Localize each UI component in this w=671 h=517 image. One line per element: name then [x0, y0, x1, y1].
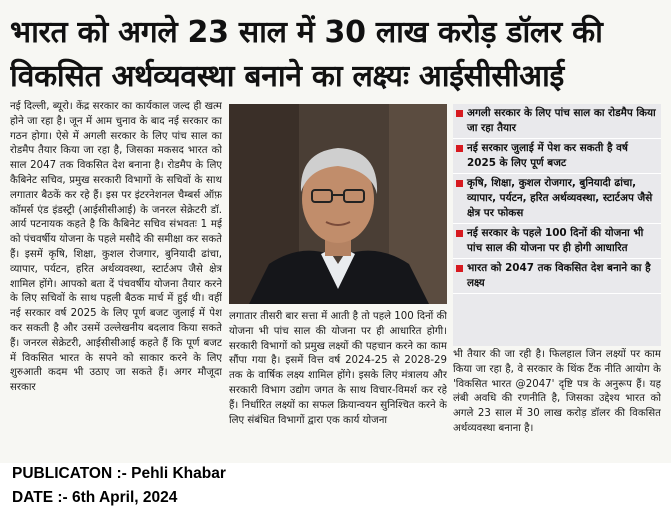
highlight-text: नई सरकार के पहले 100 दिनों की योजना भी पांच साल की योजना पर ही होगी आधारित: [467, 227, 644, 254]
highlight-text: नई सरकार जुलाई में पेश कर सकती है वर्ष 2025 के लिए पूर्ण बजट: [467, 142, 628, 169]
article-column-2: लगातार तीसरी बार सत्ता में आती है तो पहले 100 दिनों की योजना भी पांच साल की योजना पर ही आधारित होगी। सरकारी विभागों को प्रमुख लक्ष्यों की पहचान करने का काम सौंपा गया है। इसमें वित्त वर्ष 2024-25 से 2028-29 तक के वार्षिक लक्ष्य शामिल होंगे। इसके लिए मंत्रालय और सरकारी विभाग उद्योग जगत के साथ विचार-विमर्श कर रहे हैं। निर्धारित लक्ष्यों का सफल क्रियान्वयन सुनिश्चित करने के लिए संबंधित विभागों द्वारा एक कार्य योजना: [229, 311, 447, 426]
article-column-3: भी तैयार की जा रही है। फिलहाल जिन लक्ष्यों पर काम किया जा रहा है, वे सरकार के थिंक टैंक नीति आयोग के 'विकसित भारत @2047' दृष्टि पत्र के अनुरूप हैं। यह लंबी अवधि की रणनीति है, जिसका उद्देश्य भारत को अगले 23 साल में 30 लाख करोड़ डॉलर की विकसित अर्थव्यवस्था बनाना है।: [453, 349, 661, 434]
highlights-box: [453, 104, 661, 346]
highlight-item: [453, 174, 661, 224]
highlight-text: भारत को 2047 तक विकसित देश बनाने का है लक्ष्य: [467, 262, 651, 289]
red-square-bullet-icon: [456, 265, 463, 272]
red-square-bullet-icon: [456, 145, 463, 152]
highlight-item: [453, 259, 661, 294]
publication-label: PUBLICATON :- Pehli Khabar: [12, 465, 226, 482]
red-square-bullet-icon: [456, 180, 463, 187]
highlight-text: कृषि, शिक्षा, कुशल रोजगार, बुनियादी ढांचा, व्यापार, पर्यटन, हरित अर्थव्यवस्था, स्टार्टअप जैसे क्षेत्र पर फोकस: [467, 177, 653, 219]
headline-line-1: भारत को अगले 23 साल में 30 लाख करोड़ डॉलर की: [10, 15, 603, 50]
highlight-item: [453, 104, 661, 139]
highlight-item: [453, 224, 661, 259]
portrait-illustration: [229, 104, 447, 304]
article-column-1: नई दिल्ली, ब्यूरो। केंद्र सरकार का कार्यकाल जल्द ही खत्म होने जा रहा है। जून में आम चुनाव के बाद नई सरकार का गठन होगा। ऐसे में अगली सरकार के लिए पांच साल का रोडमैप तैयार किया जा रहा है, जिसका मकसद भारत को साल 2047 तक विकसित देश बनाना है। रोडमैप के लिए कैबिनेट सचिव, प्रमुख सरकारी विभागों के सचिवों के साथ लगातार बैठकें कर रहे हैं। इस पर इंटरनेशनल चैम्बर्स ऑफ़ कॉमर्स एंड इंडस्ट्री (आईसीसीआई) के जनरल सेक्रेटरी डॉ. आर्य पटनायक कहते है कि कैबिनेट सचिव संभवतः 1 मई को पंचवर्षीय योजना के पहले मसौदे की समीक्षा कर सकते हैं। इसमें कृषि, शिक्षा, कुशल रोजगार, बुनियादी ढांचा, व्यापार, पर्यटन, हरित अर्थव्यवस्था, स्टार्टअप जैसे क्षेत्र शामिल होंगे। आपको बता दें पंचवर्षीय योजना तैयार करने के लिए सचिवों के साथ पहली बैठक मार्च में हुई थी। वहीं नई सरकार वर्ष 2025 के लिए पूर्ण बजट जुलाई में पेश कर सकती है और उसमें उल्लेखनीय बदलाव किया सकते हैं। जनरल सेक्रेटरी, आईसीसीआई कहते हैं कि पूर्ण बजट में विकसित भारत के सपने को साकार करने के लिए शुरुआती कदम भी उठाए जा सकते हैं। अगर मौजूदा सरकार: [10, 101, 222, 394]
portrait-photo: [229, 104, 447, 304]
red-square-bullet-icon: [456, 110, 463, 117]
headline-line-2: विकसित अर्थव्यवस्था बनाने का लक्ष्यः आईसीसीआई: [10, 59, 564, 94]
red-square-bullet-icon: [456, 230, 463, 237]
publication-date: DATE :- 6th April, 2024: [12, 489, 178, 506]
highlight-text: अगली सरकार के लिए पांच साल का रोडमैप किया जा रहा तैयार: [467, 107, 656, 134]
highlight-item: [453, 139, 661, 174]
